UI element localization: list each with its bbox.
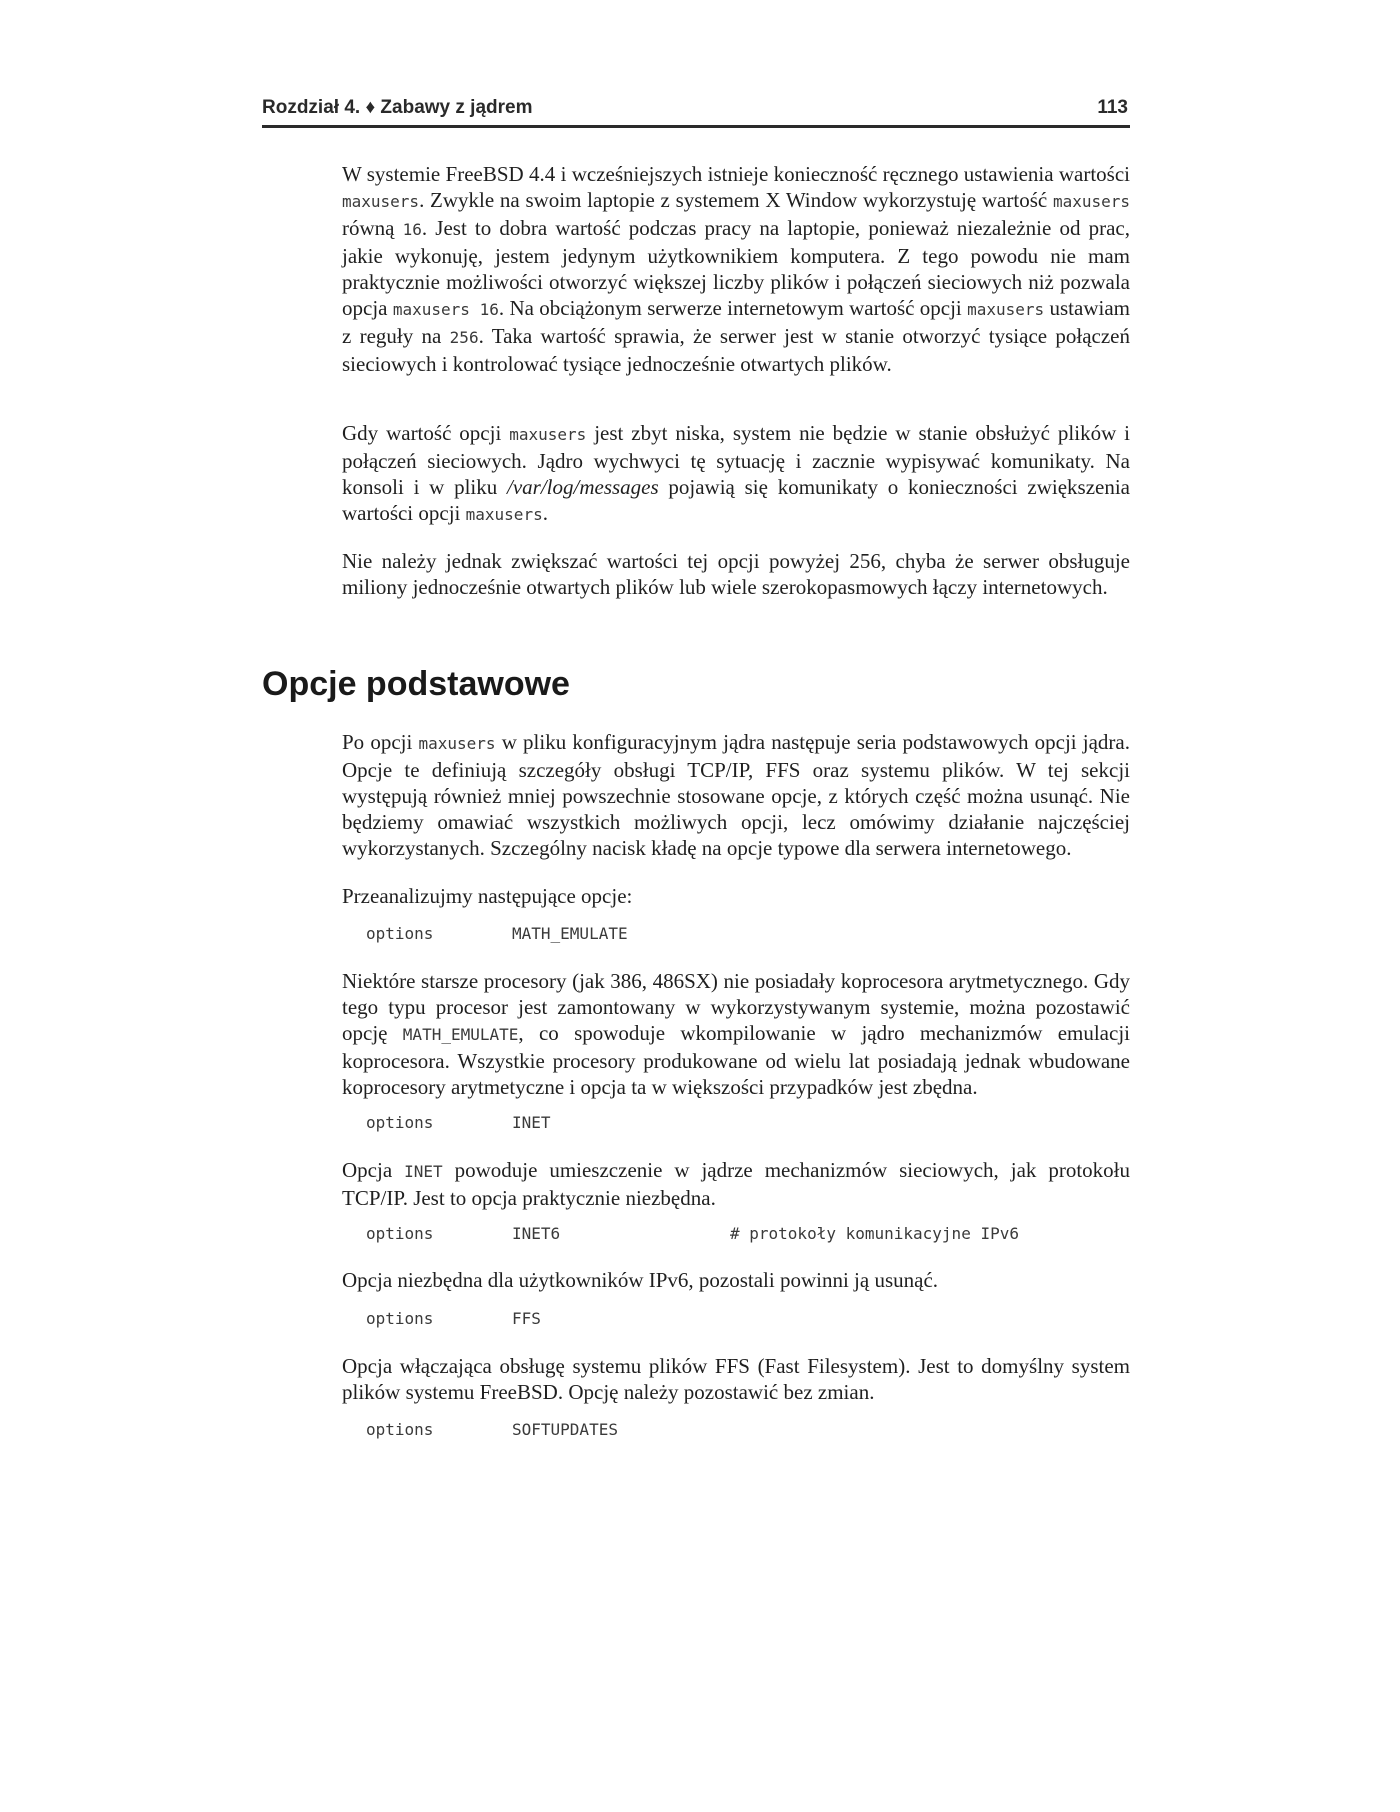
paragraph-math-emulate [342,968,1130,1100]
code-option: MATH_EMULATE [512,924,628,943]
code-keyword: options [366,924,434,943]
text-run: powoduje umieszczenie w jądrze mechanizmów sieciowych, jak protokołu TCP/IP. Jest to opcja praktycznie niezbędna. [342,1158,1130,1210]
text-run: . Na obciążonym serwerze internetowym wartość opcji [498,296,968,320]
page-number: 113 [1097,97,1128,118]
inline-code: maxusers [509,425,587,444]
code-option: INET [512,1113,551,1132]
text-run: Po opcji [342,730,419,754]
file-path: /var/log/messages [507,475,659,499]
paragraph-analyze-options [342,883,1130,909]
code-option: INET6 [512,1224,561,1243]
code-line-ffs [366,1309,541,1331]
text-run: Opcja niezbędna dla użytkowników IPv6, pozostali powinni ją usunąć. [342,1268,939,1292]
inline-code: maxusers [342,192,420,211]
text-run: Przeanalizujmy następujące opcje: [342,884,633,908]
code-keyword: options [366,1309,434,1328]
text-run: w pliku konfiguracyjnym jądra następuje seria podstawowych opcji jądra. Opcje te definiują szczegóły obsługi TCP/IP, FFS oraz systemu plików. W tej sekcji występują również mniej powszechnie stosowane opcje, z których część można usunąć. Nie będziemy omawiać wszystkich możliwych opcji, lecz omówimy działanie najczęściej wykorzystanych. Szczególny nacisk kładę na opcje typowe dla serwera internetowego. [342,730,1130,860]
code-line-inet [366,1113,551,1135]
paragraph-inet [342,1157,1130,1211]
text-run: . Taka wartość sprawia, że serwer jest w stanie otworzyć tysiące połączeń sieciowych i kontrolować tysiące jednocześnie otwartych plików. [342,324,1130,376]
paragraph-maxusers-too-low [342,420,1130,528]
paragraph-maxusers-intro [342,161,1130,377]
chapter-title: Rozdział 4. ♦ Zabawy z jądrem [262,97,533,118]
code-option: SOFTUPDATES [512,1420,618,1439]
inline-code: INET [404,1162,443,1181]
code-keyword: options [366,1113,434,1132]
text-run: W systemie FreeBSD 4.4 i wcześniejszych istnieje konieczność ręcznego ustawienia wartości [342,162,1130,186]
text-run: Opcja [342,1158,405,1182]
paragraph-maxusers-limit [342,548,1130,600]
inline-code: 16 [402,220,422,239]
inline-code: maxusers [967,300,1045,319]
text-run: ustawiam z reguły na [342,296,1130,348]
text-run: jest zbyt niska, system nie będzie w stanie obsłużyć plików i połączeń sieciowych. Jądro wychwyci tę sytuację i zacznie wypisywać komunikaty. Na konsoli i w pliku [342,421,1130,499]
text-run: Gdy wartość opcji [342,421,510,445]
inline-code: maxusers [1052,192,1130,211]
text-run: Nie należy jednak zwiększać wartości tej opcji powyżej 256, chyba że serwer obsługuje miliony jednocześnie otwartych plików lub wiele szerokopasmowych łączy internetowych. [342,549,1130,599]
paragraph-ffs [342,1353,1130,1405]
text-run: równą [342,216,403,240]
running-header [262,97,1130,128]
text-run: . Zwykle na swoim laptopie z systemem X Window wykorzystuję wartość [419,188,1053,212]
code-comment: # protokoły komunikacyjne IPv6 [730,1224,1019,1243]
text-run: . [542,501,548,525]
code-line-inet6 [366,1224,1019,1246]
text-run: . Jest to dobra wartość podczas pracy na laptopie, ponieważ niezależnie od prac, jakie wykonuję, jestem jedynym użytkownikiem komputera. Z tego powodu nie mam praktycznie możliwości otworzyć większej liczby plików i połączeń sieciowych niż pozwala opcja [342,216,1131,320]
text-run: Niektóre starsze procesory (jak 386, 486SX) nie posiadały koprocesora arytmetycznego. Gdy tego typu procesor jest zamontowany w wykorzystywanym systemie, można pozostawić opcję [342,969,1130,1045]
inline-code: maxusers 16 [392,300,499,319]
inline-code: 256 [449,328,479,347]
text-run: , co spowoduje wkompilowanie w jądro mechanizmów emulacji koprocesora. Wszystkie procesory produkowane od wielu lat posiadają jednak wbudowane koprocesory arytmetyczne i opcja ta w większości przypadków jest zbędna. [342,1021,1130,1099]
code-line-softupdates [366,1420,618,1442]
inline-code: maxusers [465,505,543,524]
inline-code: MATH_EMULATE [402,1025,519,1044]
section-heading: Opcje podstawowe [262,665,570,703]
inline-code: maxusers [418,734,496,753]
paragraph-basic-options-intro [342,729,1130,861]
paragraph-inet6 [342,1267,1130,1293]
code-line-math-emulate [366,924,628,946]
code-keyword: options [366,1420,434,1439]
code-option: FFS [512,1309,541,1328]
code-keyword: options [366,1224,434,1243]
text-run: pojawią się komunikaty o konieczności zwiększenia wartości opcji [342,475,1130,525]
text-run: Opcja włączająca obsługę systemu plików FFS (Fast Filesystem). Jest to domyślny system plików systemu FreeBSD. Opcję należy pozostawić bez zmian. [342,1354,1130,1404]
